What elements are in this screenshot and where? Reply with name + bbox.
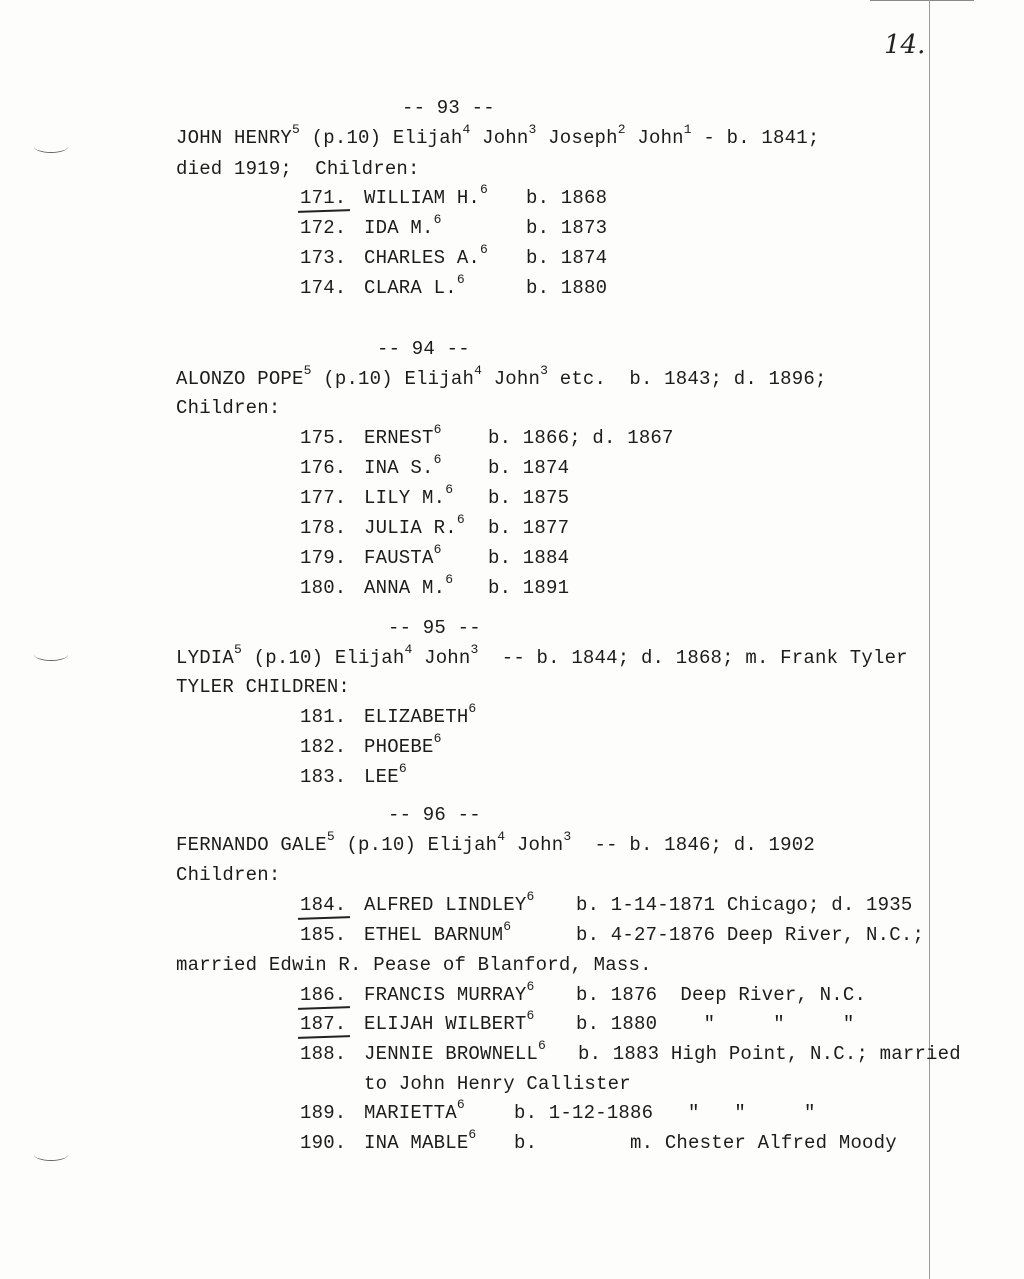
child-number: 190. [300, 1132, 347, 1154]
hole-punch-mark [34, 1148, 68, 1161]
child-info: b. 1884 [488, 547, 570, 569]
child-name: ELIJAH WILBERT$^6$ [364, 1007, 535, 1035]
child-info: b. 1866; d. 1867 [488, 427, 674, 449]
child-number: 177. [300, 487, 347, 509]
hole-punch-mark [34, 140, 68, 153]
entry-intro: ALONZO POPE$^5$ (p.10) Elijah$^4$ John$^3$ etc. b. 1843; d. 1896; [176, 362, 827, 390]
child-info: b. 1874 [526, 247, 608, 269]
child-info: b. 1877 [488, 517, 570, 539]
child-number: 181. [300, 706, 347, 728]
child-name: LILY M.$^6$ [364, 481, 454, 509]
child-name: PHOEBE$^6$ [364, 730, 442, 758]
child-number: 179. [300, 547, 347, 569]
child-number: 176. [300, 457, 347, 479]
entry-intro-cont: Children: [176, 397, 281, 419]
child-number: 182. [300, 736, 347, 758]
child-number: 171. [300, 187, 347, 209]
entry-intro-cont: died 1919; Children: [176, 158, 420, 180]
child-name: CLARA L.$^6$ [364, 271, 465, 299]
section-heading: -- 95 -- [388, 617, 481, 639]
child-number: 173. [300, 247, 347, 269]
child-name: ALFRED LINDLEY$^6$ [364, 888, 535, 916]
child-name: LEE$^6$ [364, 760, 407, 788]
child-info: b. m. Chester Alfred Moody [514, 1132, 897, 1154]
child-number: 188. [300, 1043, 347, 1065]
child-info: b. 1883 High Point, N.C.; married [578, 1043, 961, 1065]
child-row [300, 186, 346, 210]
child-name: JENNIE BROWNELL$^6$ [364, 1037, 547, 1065]
section-heading: -- 96 -- [388, 804, 481, 826]
child-info: b. 1875 [488, 487, 570, 509]
child-info: b. 1874 [488, 457, 570, 479]
child-info: b. 1-14-1871 Chicago; d. 1935 [576, 894, 913, 916]
child-info: b. 4-27-1876 Deep River, N.C.; [576, 924, 925, 946]
child-info: b. 1891 [488, 577, 570, 599]
child-name: JULIA R.$^6$ [364, 511, 465, 539]
child-name: IDA M.$^6$ [364, 211, 442, 239]
child-number: 180. [300, 577, 347, 599]
margin-line [929, 0, 930, 1279]
child-name: ELIZABETH$^6$ [364, 700, 477, 728]
child-number: 183. [300, 766, 347, 788]
child-number: 174. [300, 277, 347, 299]
child-name: ANNA M.$^6$ [364, 571, 454, 599]
child-name: MARIETTA$^6$ [364, 1096, 465, 1124]
child-name: INA MABLE$^6$ [364, 1126, 477, 1154]
child-number: 187. [300, 1013, 347, 1035]
child-number: 186. [300, 984, 347, 1006]
child-number: 185. [300, 924, 347, 946]
child-note: to John Henry Callister [364, 1073, 631, 1095]
child-number: 184. [300, 894, 347, 916]
child-number: 175. [300, 427, 347, 449]
entry-intro-cont: Children: [176, 864, 281, 886]
child-name: ETHEL BARNUM$^6$ [364, 918, 512, 946]
child-number: 178. [300, 517, 347, 539]
child-info: b. 1-12-1886 " " " [514, 1102, 816, 1124]
page-number: 14. [884, 30, 926, 60]
entry-intro-cont: TYLER CHILDREN: [176, 676, 351, 698]
hole-punch-mark [34, 648, 68, 661]
entry-intro: FERNANDO GALE$^5$ (p.10) Elijah$^4$ John$^3$ -- b. 1846; d. 1902 [176, 828, 815, 856]
top-edge-line [870, 0, 974, 1]
child-info: b. 1873 [526, 217, 608, 239]
section-heading: -- 93 -- [402, 97, 495, 119]
child-info: b. 1880 [526, 277, 608, 299]
entry-intro: LYDIA$^5$ (p.10) Elijah$^4$ John$^3$ -- b. 1844; d. 1868; m. Frank Tyler [176, 641, 908, 669]
child-name: ERNEST$^6$ [364, 421, 442, 449]
child-name: INA S.$^6$ [364, 451, 442, 479]
child-info: b. 1876 Deep River, N.C. [576, 984, 867, 1006]
child-name: CHARLES A.$^6$ [364, 241, 489, 269]
child-name: WILLIAM H.$^6$ [364, 181, 489, 209]
child-name: FRANCIS MURRAY$^6$ [364, 978, 535, 1006]
child-row [300, 983, 346, 1007]
entry-intro: JOHN HENRY$^5$ (p.10) Elijah$^4$ John$^3$ Joseph$^2$ John$^1$ - b. 1841; [176, 121, 820, 149]
child-row [300, 1012, 346, 1036]
child-row [300, 893, 346, 917]
child-info: b. 1868 [526, 187, 608, 209]
child-number: 172. [300, 217, 347, 239]
section-heading: -- 94 -- [377, 338, 470, 360]
child-note: married Edwin R. Pease of Blanford, Mass. [176, 954, 652, 976]
child-number: 189. [300, 1102, 347, 1124]
child-info: b. 1880 " " " [576, 1013, 855, 1035]
child-name: FAUSTA$^6$ [364, 541, 442, 569]
